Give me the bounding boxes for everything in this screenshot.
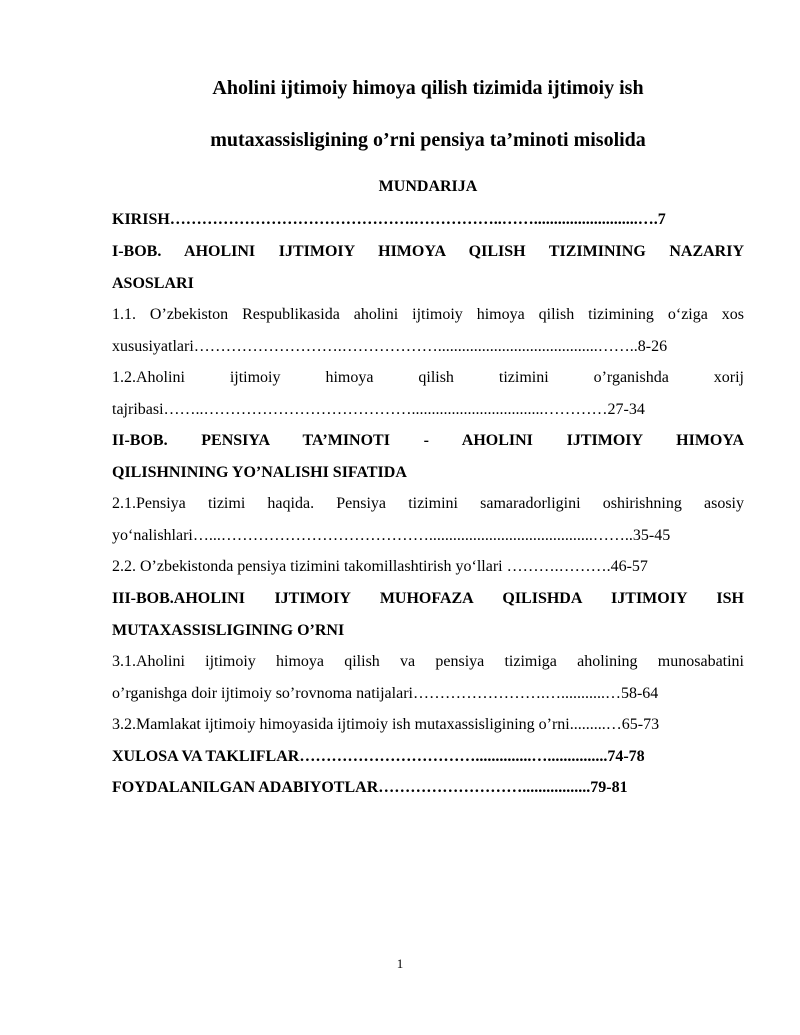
toc-entry-kirish: KIRISH……………………………………….……………..……..........................….7: [112, 211, 666, 228]
toc-entry-3-1-line1: 3.1.Aholini ijtimoiy himoya qilish va pensiya tizimiga aholining munosabatini: [112, 653, 744, 670]
toc-entry-bob3-line2: MUTAXASSISLIGINING O’RNI: [112, 622, 345, 639]
toc-entry-1-2-line2: tajribasi……..………………………………….................................…………27-34: [112, 401, 645, 418]
toc-entry-1-1-line2: xususiyatlari……………………….………………........................................……..8-26: [112, 338, 668, 355]
toc-entry-2-2: 2.2. O’zbekistonda pensiya tizimini takomillashtirish yo‘llari ……….……….46-57: [112, 558, 648, 575]
toc-entry-bob2-line2: QILISHNINING YO’NALISHI SIFATIDA: [112, 464, 407, 481]
toc-entry-bob1-line2: ASOSLARI: [112, 275, 194, 292]
toc-entry-adabiyotlar: FOYDALANILGAN ADABIYOTLAR……………………….................79-81: [112, 779, 628, 796]
toc-entry-bob2-line1: II-BOB. PENSIYA TA’MINOTI - AHOLINI IJTIMOIY HIMOYA: [112, 432, 744, 449]
toc-entry-1-1-line1: 1.1. O’zbekiston Respublikasida aholini ijtimoiy himoya qilish tizimining o‘ziga xos: [112, 306, 744, 323]
toc-entry-bob1-line1: I-BOB. AHOLINI IJTIMOIY HIMOYA QILISH TIZIMINING NAZARIY: [112, 243, 744, 260]
toc-entry-3-1-line2: o’rganishga doir ijtimoiy so’rovnoma natijalari…………………….…...........…58-64: [112, 685, 659, 702]
document-title-line2: mutaxassisligining o’rni pensiya ta’minoti misolida: [210, 129, 646, 151]
toc-entry-2-1-line2: yo‘nalishlari…...………………………………….........................................……..35-45: [112, 527, 671, 544]
toc-entry-1-2-line1: 1.2.Aholini ijtimoiy himoya qilish tizimini o’rganishda xorij: [112, 369, 744, 386]
toc-heading: MUNDARIJA: [378, 178, 478, 195]
toc-entry-2-1-line1: 2.1.Pensiya tizimi haqida. Pensiya tizimini samaradorligini oshirishning asosiy: [112, 495, 744, 512]
page-number: 1: [396, 956, 404, 971]
toc-entry-xulosa: XULOSA VA TAKLIFLAR……………………………..............…...............74-78: [112, 748, 645, 765]
document-title-line1: Aholini ijtimoiy himoya qilish tizimida ijtimoiy ish: [212, 77, 644, 99]
toc-entry-3-2: 3.2.Mamlakat ijtimoiy himoyasida ijtimoiy ish mutaxassisligining o’rni.........…65-73: [112, 716, 660, 733]
toc-entry-bob3-line1: III-BOB.AHOLINI IJTIMOIY MUHOFAZA QILISHDA IJTIMOIY ISH: [112, 590, 744, 607]
